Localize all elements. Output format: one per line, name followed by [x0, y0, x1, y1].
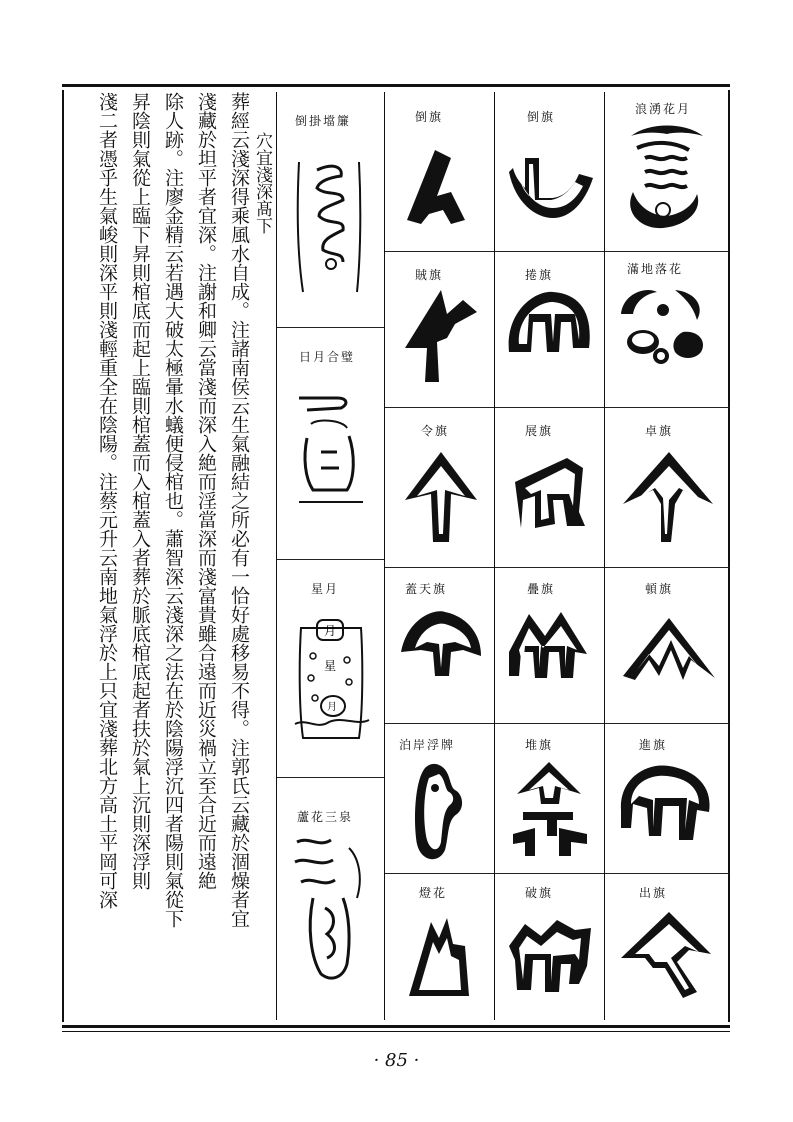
outgoing-flag-figure [605, 874, 729, 1020]
figure-cell [495, 568, 604, 724]
lamp-flower-figure [385, 874, 494, 1020]
moon-text: 月 [327, 702, 337, 713]
command-flag-figure [385, 408, 494, 568]
figure-label: 滿地落花 [627, 262, 684, 276]
figure-label: 倒旗 [527, 110, 556, 124]
sun-moon-figure [277, 328, 384, 560]
heaped-flag-figure [495, 724, 604, 874]
figure-cell [605, 252, 729, 408]
figure-label: 賊旗 [415, 268, 444, 282]
figure-cell [495, 408, 604, 568]
text-column-1: 葬經云淺深得乘風水自成。注諸南侯云生氣融結之所必有一恰好處移易不得。注郭氏云藏於涸燥者宜 [228, 92, 250, 928]
figure-cell [495, 92, 604, 252]
figure-cell [605, 874, 729, 1020]
unfurled-flag-figure [495, 408, 604, 568]
wave-moon-figure [605, 92, 729, 252]
figure-cell [495, 252, 604, 408]
fallen-flowers-figure [605, 252, 729, 408]
figure-cell [385, 568, 494, 724]
figure-cell [277, 328, 384, 560]
bottom-rule-thin [62, 1031, 730, 1032]
figure-cell [605, 568, 729, 724]
figure-cell [277, 560, 384, 778]
figure-cell [385, 874, 494, 1020]
figure-cell [385, 724, 494, 874]
figure-label: 展旗 [525, 424, 554, 438]
figure-label: 卓旗 [645, 424, 674, 438]
figure-label: 疊旗 [527, 582, 556, 596]
star-text: 星 [324, 659, 337, 673]
figure-label: 日月合璧 [299, 350, 356, 364]
inverted-flag-figure [495, 92, 604, 252]
page-number: · 85 · [373, 1050, 420, 1071]
section-title: 穴宜淺深髙下 [252, 132, 272, 234]
rolled-flag-figure [495, 252, 604, 408]
figure-cell [605, 92, 729, 252]
advancing-flag-figure [605, 724, 729, 874]
reed-spring-figure [277, 778, 384, 1020]
bottom-rule [62, 1025, 730, 1028]
figure-cell [277, 778, 384, 1020]
upright-flag-figure [605, 408, 729, 568]
text-block [64, 92, 274, 1020]
figure-label: 進旗 [639, 738, 668, 752]
figure-cell [277, 92, 384, 328]
moon-text: 月 [324, 624, 337, 638]
figure-cell [605, 724, 729, 874]
canopy-flag-figure [385, 568, 494, 724]
top-rule [62, 84, 730, 87]
star-moon-figure [277, 560, 384, 778]
figure-cell [495, 874, 604, 1020]
falling-flag-figure [385, 92, 494, 252]
text-column-2: 淺藏於坦平者宜深。注謝和卿云當淺而深入絶而淫當深而淺富貴雖合遠而近災禍立至合近而遠絶 [195, 92, 217, 890]
figure-label: 星月 [311, 582, 340, 596]
figure-label: 頓旗 [645, 582, 674, 596]
figure-cell [605, 408, 729, 568]
figure-label: 倒掛壋簾 [295, 114, 352, 128]
figure-label: 蓋天旗 [405, 582, 448, 596]
paused-flag-figure [605, 568, 729, 724]
figure-label: 泊岸浮牌 [399, 738, 456, 752]
figure-label: 蘆花三泉 [297, 810, 354, 824]
figure-label: 令旗 [421, 424, 450, 438]
stacked-flag-figure [495, 568, 604, 724]
text-column-4: 昇陰則氣從上臨下昇則棺底而起上臨則棺蓋而入棺蓋入者葬於脈底棺底起者扶於氣上沉則深浮則 [129, 92, 151, 890]
figure-label: 倒旗 [415, 110, 444, 124]
floating-tablet-figure [385, 724, 494, 874]
hanging-curtain-figure [277, 92, 384, 328]
text-column-3: 除人跡。注廖金精云若遇大破太極暈水蟻便侵棺也。蕭智深云淺深之法在於陰陽浮沉四者陽則氣從下 [162, 92, 184, 928]
figure-label: 捲旗 [525, 268, 554, 282]
broken-flag-figure [495, 874, 604, 1020]
figure-label: 破旗 [525, 886, 554, 900]
figure-label: 出旗 [639, 886, 668, 900]
figure-cell [495, 724, 604, 874]
figure-cell [385, 92, 494, 252]
figure-cell [385, 408, 494, 568]
figure-label: 堆旗 [525, 738, 554, 752]
text-column-5: 淺二者憑乎生氣峻則深平則淺輕重全在陰陽。注蔡元升云南地氣浮於上只宜淺葬北方高土平岡可深 [96, 92, 118, 909]
figure-label: 燈花 [419, 886, 448, 900]
figure-label: 浪湧花月 [635, 102, 692, 116]
figure-cell [385, 252, 494, 408]
thief-flag-figure [385, 252, 494, 408]
